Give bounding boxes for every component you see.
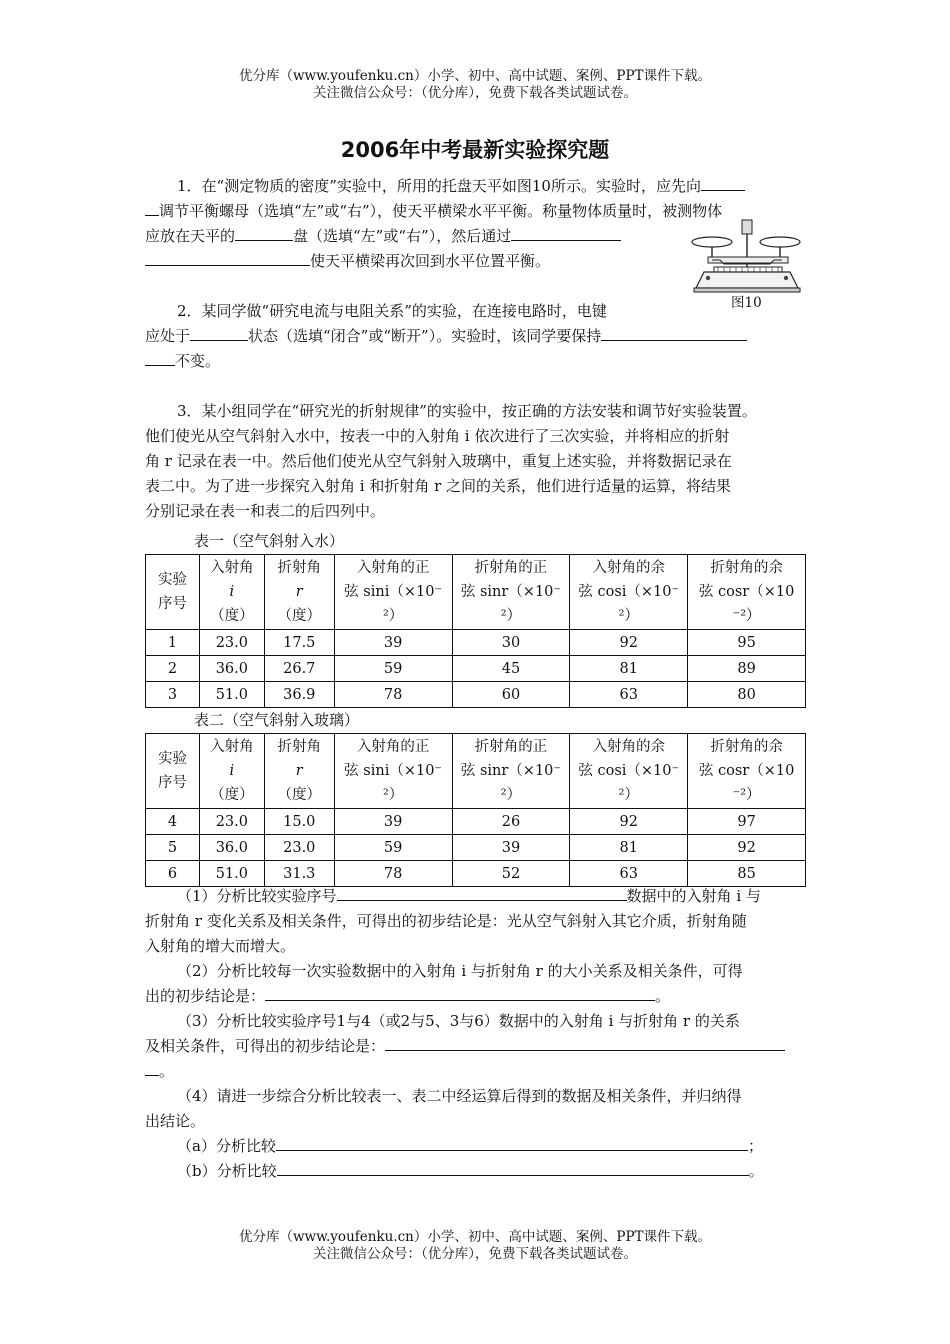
pointer-head xyxy=(742,220,752,234)
period: 。 xyxy=(748,1162,764,1180)
header-cell: 折射角的正 弦 sinr（×10⁻ ²） xyxy=(452,734,570,809)
q1-line-3a: 应放在天平的 xyxy=(145,227,236,245)
answer-blank[interactable] xyxy=(145,1060,159,1076)
left-pan xyxy=(692,237,732,247)
header-cell: 入射角 i （度） xyxy=(199,734,264,809)
footer-line-2: 关注微信公众号：（优分库），免费下载各类试题试卷。 xyxy=(313,1246,637,1262)
footer-line-1: 优分库（www.youfenku.cn）小学、初中、高中试题、案例、PPT课件下载。 xyxy=(238,1229,712,1245)
q3-part-1c: 折射角 r 变化关系及相关条件，可得出的初步结论是：光从空气斜射入其它介质，折射角随 xyxy=(145,912,747,930)
q2-line-1: 2．某同学做“研究电流与电阻关系”的实验，在连接电路时，电键 xyxy=(177,302,607,320)
balance-scale-figure xyxy=(690,212,805,302)
page-title: 2006年中考最新实验探究题 xyxy=(340,138,610,162)
table-2 xyxy=(145,733,806,887)
header-line-1: 优分库（www.youfenku.cn）小学、初中、高中试题、案例、PPT课件下载。 xyxy=(238,68,712,84)
balance-base xyxy=(696,272,798,288)
q3-part-3a: （3）分析比较实验序号1与4（或2与5、3与6）数据中的入射角 i 与折射角 r 的关系 xyxy=(177,1012,740,1030)
table-row: 2 36.0 26.7 59 45 81 89 xyxy=(146,656,806,682)
q2-line-2b: 状态（选填“闭合”或“断开”）。实验时，该同学要保持 xyxy=(248,327,602,345)
question-3-intro xyxy=(145,399,807,524)
q3-part-4a: （4）请进一步综合分析比较表一、表二中经运算后得到的数据及相关条件，并归纳得 xyxy=(177,1087,742,1105)
period: 。 xyxy=(159,1062,175,1080)
header-cell: 入射角的余 弦 cosi（×10⁻ ²） xyxy=(570,555,688,630)
q3-part-2b: 出的初步结论是： xyxy=(145,987,266,1005)
q1-line-3b: 盘（选填“左”或“右”），然后通过 xyxy=(293,227,512,245)
q1-line-2: 调节平衡螺母（选填“左”或“右”），使天平横梁水平平衡。称量物体质量时，被测物体 xyxy=(159,202,723,220)
table-row: 1 23.0 17.5 39 30 92 95 xyxy=(146,630,806,656)
header-cell: 折射角 r （度） xyxy=(264,734,334,809)
answer-blank[interactable] xyxy=(145,350,175,366)
q1-line-4: 使天平横梁再次回到水平位置平衡。 xyxy=(310,252,551,270)
answer-blank[interactable] xyxy=(145,250,310,266)
header-cell: 折射角的余 弦 cosr（×10 ⁻²） xyxy=(688,734,806,809)
q3-line: 角 r 记录在表一中。然后他们使光从空气斜射入玻璃中，重复上述实验，并将数据记录在 xyxy=(145,452,732,470)
table-2-caption: 表二（空气斜射入玻璃） xyxy=(194,711,360,729)
table-row: 5 36.0 23.0 59 39 81 92 xyxy=(146,835,806,861)
answer-blank[interactable] xyxy=(265,985,655,1001)
answer-blank[interactable] xyxy=(337,885,627,901)
header-cell: 折射角的余 弦 cosr（×10 ⁻²） xyxy=(688,555,806,630)
balance-nut xyxy=(784,276,788,280)
answer-blank[interactable] xyxy=(601,325,747,341)
q3-part-1b: 数据中的入射角 i 与 xyxy=(626,887,761,905)
header-cell: 实验 序号 xyxy=(146,734,200,809)
header-cell: 入射角的正 弦 sini（×10⁻ ²） xyxy=(334,555,452,630)
answer-blank[interactable] xyxy=(701,175,745,191)
figure-10-caption: 图10 xyxy=(731,295,762,311)
header-cell: 折射角的正 弦 sinr（×10⁻ ²） xyxy=(452,555,570,630)
q3-part-2a: （2）分析比较每一次实验数据中的入射角 i 与折射角 r 的大小关系及相关条件，可得 xyxy=(177,962,743,980)
q3-line: 3．某小组同学在“研究光的折射规律”的实验中，按正确的方法安装和调节好实验装置。 xyxy=(177,402,757,420)
page-header xyxy=(0,68,950,102)
table-header-row xyxy=(146,555,806,630)
table-header-row xyxy=(146,734,806,809)
table-1 xyxy=(145,554,806,708)
q3-line: 他们使光从空气斜射入水中，按表一中的入射角 i 依次进行了三次实验，并将相应的折射 xyxy=(145,427,730,445)
header-cell: 入射角 i （度） xyxy=(199,555,264,630)
header-cell: 入射角的正 弦 sini（×10⁻ ²） xyxy=(334,734,452,809)
question-3-parts xyxy=(145,884,807,1184)
header-cell: 入射角的余 弦 cosi（×10⁻ ²） xyxy=(570,734,688,809)
q3-part-b: （b）分析比较 xyxy=(177,1162,277,1180)
period: 。 xyxy=(655,987,671,1005)
answer-blank[interactable] xyxy=(511,225,621,241)
q2-line-3: 不变。 xyxy=(175,352,221,370)
semicolon: ； xyxy=(747,1137,763,1155)
answer-blank[interactable] xyxy=(235,225,293,241)
table-1-caption: 表一（空气斜射入水） xyxy=(194,532,345,550)
q1-line-1: 1．在“测定物质的密度”实验中，所用的托盘天平如图10所示。实验时，应先向 xyxy=(177,177,701,195)
answer-blank[interactable] xyxy=(277,1160,749,1176)
q2-line-2a: 应处于 xyxy=(145,327,191,345)
q3-part-4b: 出结论。 xyxy=(145,1112,206,1130)
answer-blank[interactable] xyxy=(385,1035,785,1051)
question-2 xyxy=(145,299,807,374)
answer-blank[interactable] xyxy=(145,200,159,216)
header-line-2: 关注微信公众号：（优分库），免费下载各类试题试卷。 xyxy=(313,85,637,101)
answer-blank[interactable] xyxy=(276,1135,748,1151)
q3-part-a: （a）分析比较 xyxy=(177,1137,276,1155)
header-cell: 折射角 r （度） xyxy=(264,555,334,630)
q3-part-1d: 入射角的增大而增大。 xyxy=(145,937,296,955)
header-cell: 实验 序号 xyxy=(146,555,200,630)
q3-part-1a: （1）分析比较实验序号 xyxy=(177,887,337,905)
page-footer xyxy=(0,1229,950,1263)
q3-line: 表二中。为了进一步探究入射角 i 和折射角 r 之间的关系，他们进行适量的运算，将结果 xyxy=(145,477,732,495)
table-row: 3 51.0 36.9 78 60 63 80 xyxy=(146,682,806,708)
balance-nut xyxy=(706,276,710,280)
right-pan xyxy=(760,237,800,247)
answer-blank[interactable] xyxy=(190,325,248,341)
q3-line: 分别记录在表一和表二的后四列中。 xyxy=(145,502,386,520)
q3-part-3b: 及相关条件，可得出的初步结论是： xyxy=(145,1037,386,1055)
table-row: 6 51.0 31.3 78 52 63 85 xyxy=(146,861,806,887)
table-row: 4 23.0 15.0 39 26 92 97 xyxy=(146,809,806,835)
